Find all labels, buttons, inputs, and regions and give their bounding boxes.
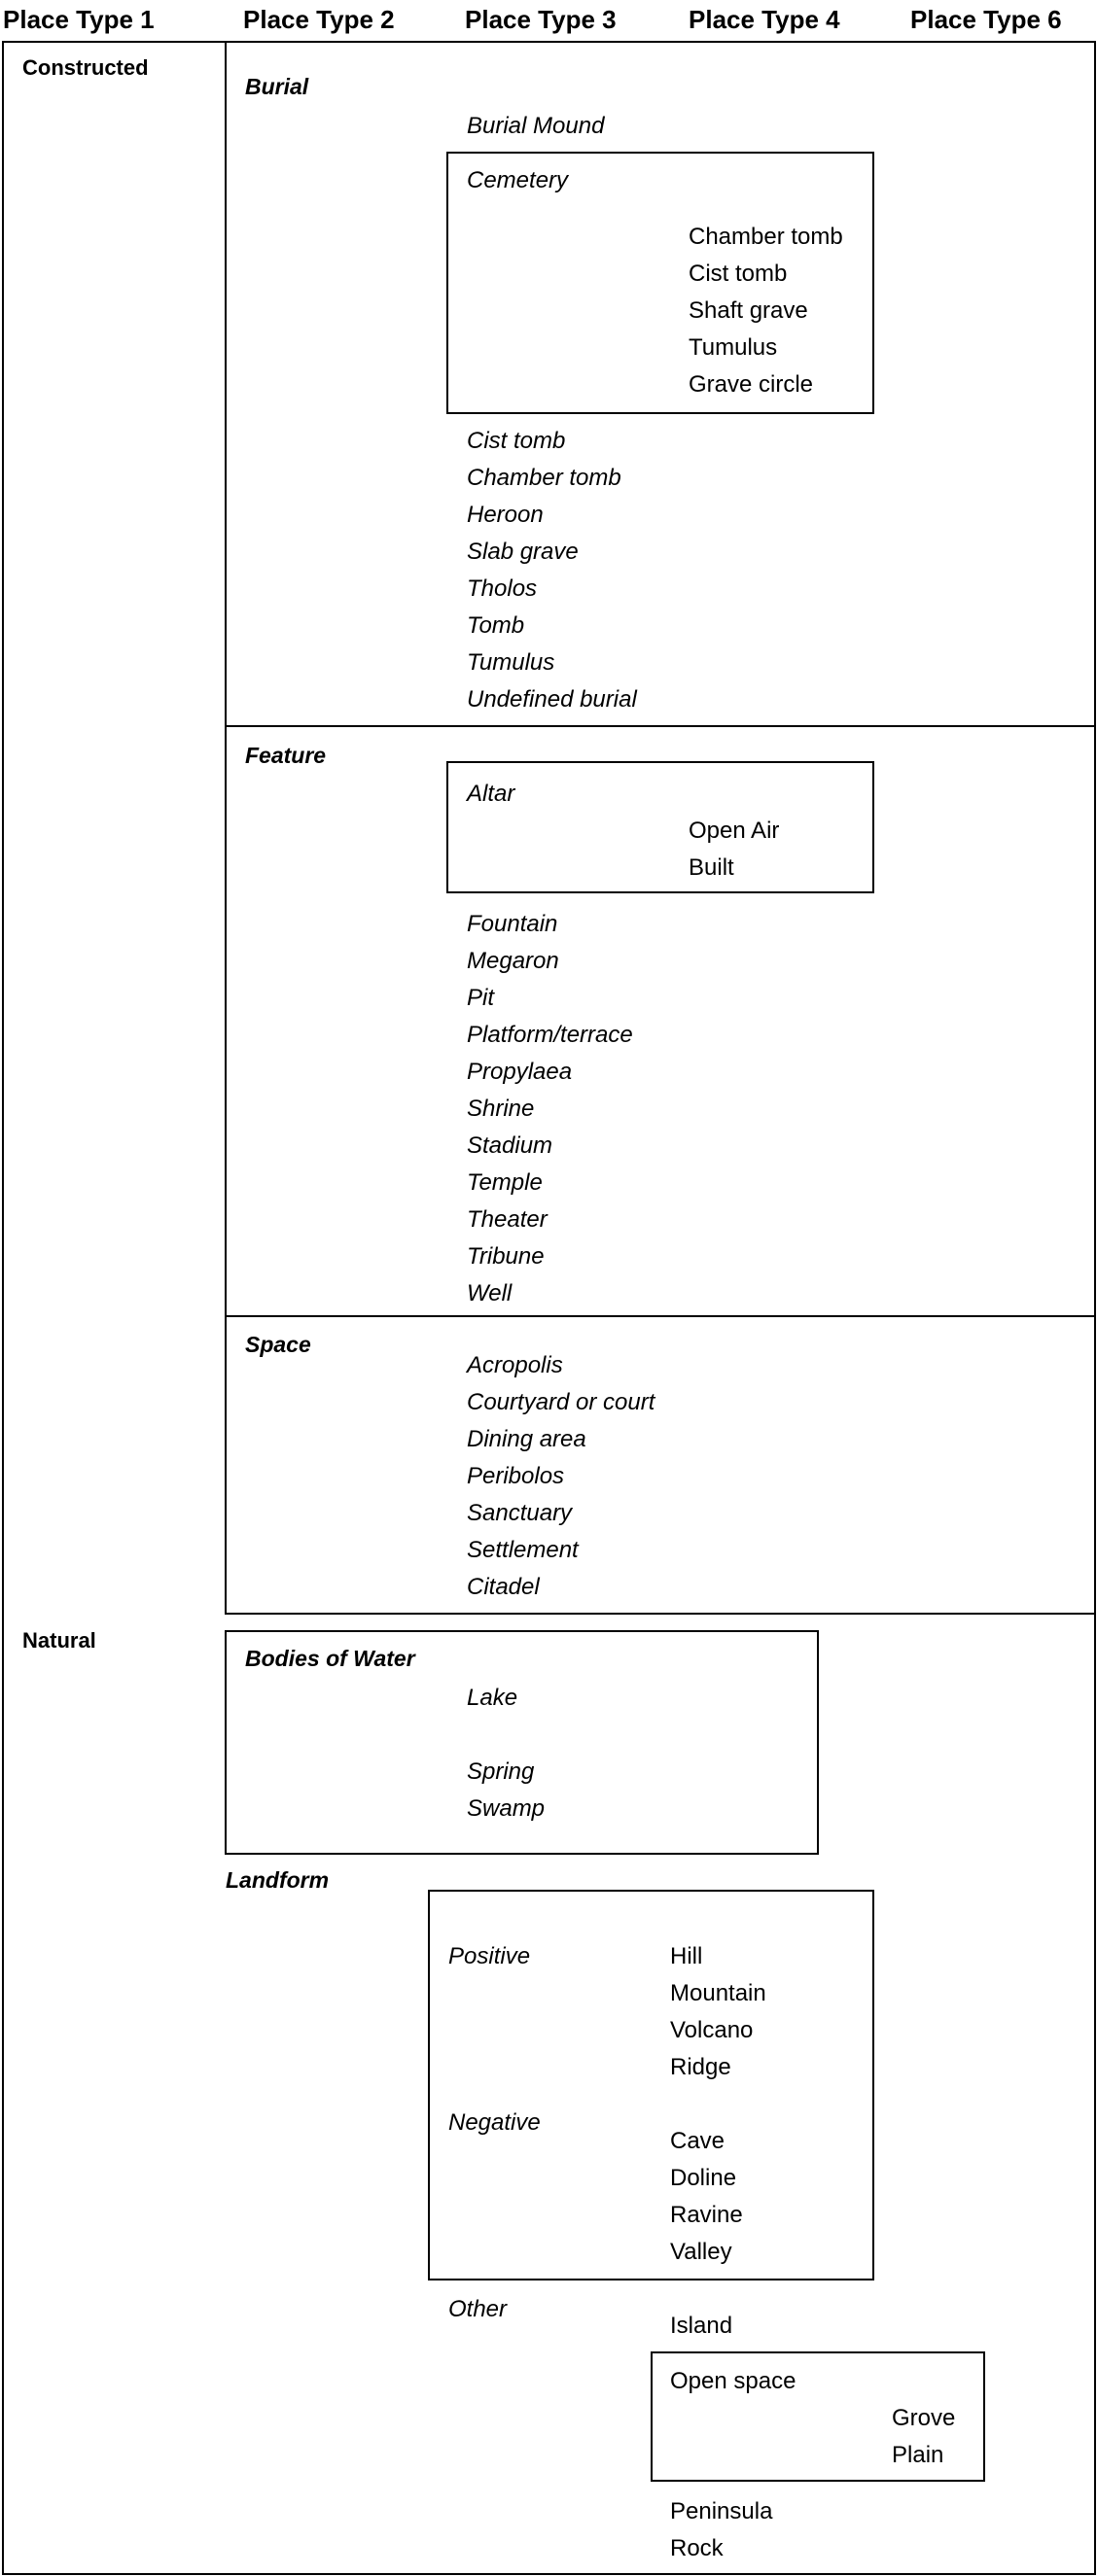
positive-child: Ridge [670, 2054, 731, 2080]
cemetery-child: Chamber tomb [689, 224, 843, 250]
item-burial-mound: Burial Mound [467, 113, 605, 139]
cemetery-child: Shaft grave [689, 297, 808, 324]
altar-child: Built [689, 854, 734, 881]
burial-item: Tomb [467, 612, 525, 639]
burial-item: Cist tomb [467, 428, 566, 454]
item-altar: Altar [467, 781, 515, 807]
water-item: Lake [467, 1685, 518, 1711]
category-landform: Landform [226, 1867, 330, 1893]
feature-item: Shrine [467, 1096, 535, 1122]
negative-child: Ravine [670, 2202, 743, 2228]
positive-child: Hill [670, 1943, 703, 1969]
burial-item: Heroon [467, 502, 544, 528]
category-bodies-of-water: Bodies of Water [245, 1646, 415, 1671]
cemetery-child: Cist tomb [689, 261, 788, 287]
space-item: Acropolis [467, 1352, 563, 1378]
header-place-type-3: Place Type 3 [465, 5, 617, 34]
header-place-type-6: Place Type 6 [910, 5, 1062, 34]
burial-item: Slab grave [467, 539, 579, 565]
altar-child: Open Air [689, 818, 780, 844]
header-place-type-2: Place Type 2 [243, 5, 395, 34]
negative-child: Cave [670, 2128, 725, 2154]
space-item: Courtyard or court [467, 1389, 655, 1415]
space-item: Peribolos [467, 1463, 565, 1489]
feature-item: Stadium [467, 1132, 553, 1159]
feature-item: Platform/terrace [467, 1022, 633, 1048]
divider-feature-space [225, 1315, 1096, 1317]
space-item: Settlement [467, 1537, 579, 1563]
place-type-1-constructed: Constructed [22, 55, 149, 80]
category-burial: Burial [245, 74, 309, 99]
space-item: Sanctuary [467, 1500, 573, 1526]
positive-child: Volcano [670, 2017, 754, 2043]
open-space-child: Grove [892, 2405, 956, 2431]
other-island: Island [670, 2313, 733, 2339]
water-item: Swamp [467, 1795, 546, 1822]
item-open-space: Open space [670, 2368, 796, 2394]
header-place-type-1: Place Type 1 [3, 5, 155, 34]
feature-item: Pit [467, 985, 495, 1011]
cemetery-child: Grave circle [689, 371, 814, 398]
place-type-1-natural: Natural [22, 1628, 96, 1653]
item-other: Other [448, 2296, 508, 2322]
burial-item: Chamber tomb [467, 465, 621, 491]
feature-item: Theater [467, 1206, 548, 1233]
burial-item: Undefined burial [467, 686, 637, 713]
feature-item: Tribune [467, 1243, 545, 1270]
burial-item: Tholos [467, 575, 538, 602]
feature-item: Propylaea [467, 1059, 573, 1085]
feature-item: Well [467, 1280, 513, 1306]
space-item: Dining area [467, 1426, 586, 1452]
category-space: Space [245, 1332, 311, 1357]
divider-burial-feature [225, 725, 1096, 727]
category-feature: Feature [245, 743, 327, 768]
space-item: Citadel [467, 1574, 540, 1600]
negative-child: Valley [670, 2239, 732, 2265]
cemetery-child: Tumulus [689, 334, 778, 361]
feature-item: Fountain [467, 911, 558, 937]
header-place-type-4: Place Type 4 [689, 5, 840, 34]
feature-item: Temple [467, 1169, 543, 1196]
other-item: Peninsula [670, 2498, 773, 2524]
feature-item: Megaron [467, 948, 559, 974]
positive-child: Mountain [670, 1980, 766, 2006]
open-space-child: Plain [892, 2442, 944, 2468]
other-item: Rock [670, 2535, 724, 2561]
item-cemetery: Cemetery [467, 167, 569, 193]
item-negative: Negative [448, 2109, 541, 2136]
burial-item: Tumulus [467, 649, 555, 676]
item-positive: Positive [448, 1943, 531, 1969]
negative-child: Doline [670, 2165, 737, 2191]
water-item: Spring [467, 1758, 535, 1785]
